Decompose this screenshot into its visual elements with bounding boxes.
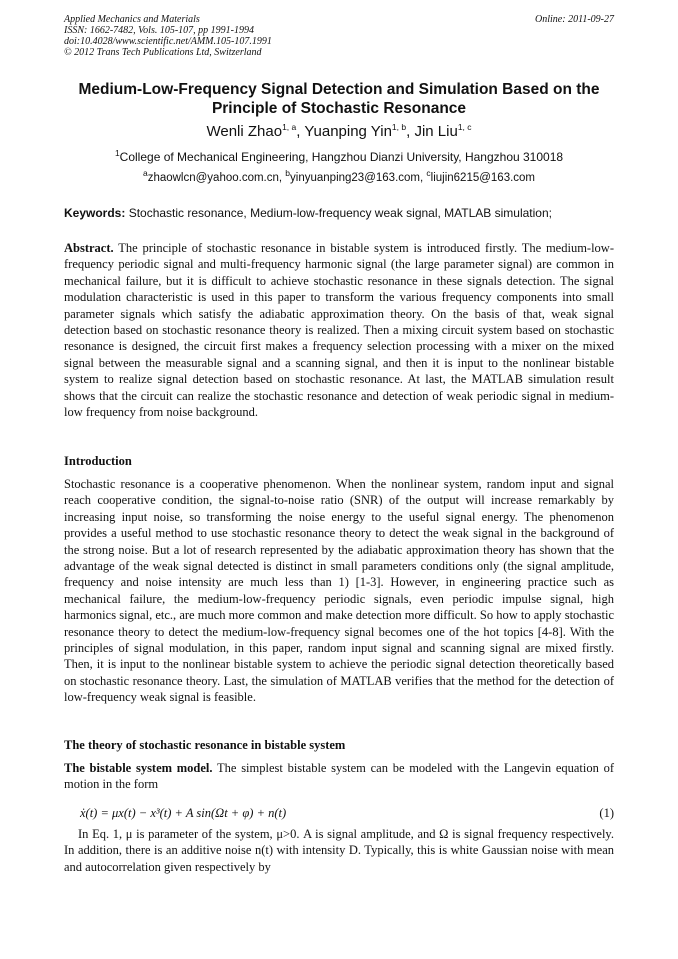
title-line-1: Medium-Low-Frequency Signal Detection and Simulation Based on the (78, 81, 600, 98)
journal-header (64, 14, 272, 58)
theory-heading: The theory of stochastic resonance in bistable system (64, 738, 346, 752)
author-affiliation-mark: 1, c (457, 122, 472, 132)
equation-explanation: In Eq. 1, μ is parameter of the system, μ>0. A is signal amplitude, and Ω is signal frequency respectively. In addition, there is an additive noise n(t) with intensity D. Typically, this is white Gaussian noise with mean and autocorrelation given respectively by (64, 827, 614, 874)
equation-number: (1) (599, 806, 614, 820)
model-text: The simplest bistable system can be modeled with the Langevin equation of motion in the form (64, 761, 615, 792)
keywords-text: Stochastic resonance, Medium-low-frequency weak signal, MATLAB simulation; (125, 206, 552, 220)
title-line-2: Principle of Stochastic Resonance (211, 100, 467, 117)
keywords (64, 206, 616, 221)
issn-line: ISSN: 1662-7482, Vols. 105-107, pp 1991-1994 (64, 25, 254, 36)
author-affiliation-mark: 1, a (282, 122, 297, 132)
doi-line: doi:10.4028/www.scientific.net/AMM.105-107.1991 (64, 36, 272, 47)
copyright-line: © 2012 Trans Tech Publications Ltd, Switzerland (64, 47, 262, 58)
introduction-text: Stochastic resonance is a cooperative phenomenon. When the nonlinear system, random input and signal reach cooperative condition, the signal-to-noise ratio (SNR) of the output will increase remarkably by increasing input noise, so transforming the noise energy to the useful signal energy. The phenomenon provides a useful method to use stochastic resonance theory to detect the weak signal in the background of the strong noise. But a lot of research represented by the adiabatic approximation theory has shown that the advantage of the weak signal detected is distinct in small parameters conditions only (the signal amplitude, frequency and noise intensity are much less than 1) [1-3]. However, in engineering practice such as mechanical failure, the medium-low-frequency periodic signals, even periodic impulse signal, high harmonics signal, etc., are much more common and make detection more difficult. So how to apply stochastic resonance theory to detect the medium-low-frequency signal becomes one of the hot topics [4-8]. With the principles of signal modulation, in this paper, random input signal and scanning signal are mixed firstly. Then, it is input to the nonlinear bistable system to achieve the periodic signal detection theoretically based on stochastic resonance theory. Last, the simulation of MATLAB verifies that the method for the detection of low-frequency weak signal is feasible. (64, 477, 614, 705)
equation-1 (80, 806, 614, 821)
email-mark: c (426, 168, 431, 179)
online-date: Online: 2011-09-27 (535, 14, 614, 25)
paper-title (40, 80, 638, 118)
author-separator: , (406, 123, 415, 140)
email-link[interactable]: zhaowlcn@yahoo.com.cn (147, 172, 279, 184)
email-link[interactable]: liujin6215@163.com (430, 172, 536, 184)
email-mark: b (285, 168, 291, 179)
affiliation-mark: 1 (114, 148, 120, 158)
journal-name: Applied Mechanics and Materials (64, 14, 200, 25)
abstract (64, 240, 614, 420)
author-name: Wenli Zhao (206, 123, 283, 140)
model-paragraph (64, 760, 614, 793)
affiliation (40, 150, 638, 165)
author-list (40, 123, 638, 141)
author-name: Jin Liu (414, 123, 458, 140)
email-link[interactable]: yinyuanping23@163.com (290, 172, 420, 184)
introduction-heading: Introduction (64, 454, 132, 468)
abstract-label: Abstract. (64, 241, 114, 255)
author-name: Yuanping Yin (304, 123, 392, 140)
model-label: The bistable system model. (64, 761, 213, 775)
equation-text: ẋ(t) = μx(t) − x³(t) + A sin(Ωt + φ) + n(t) (80, 806, 287, 820)
keywords-label: Keywords: (64, 206, 126, 220)
email-mark: a (142, 168, 148, 179)
author-emails: $^a$zhaowlcn@yahoo.com.cn, $^b$yinyuanping23@163.com, $^c$liujin6215@163.com (142, 168, 536, 184)
abstract-text: The principle of stochastic resonance in bistable system is introduced firstly. The medium-low-frequency periodic signal and multi-frequency harmonic signal (the large parameter signal) are common in mechanical failure, but it is difficult to achieve stochastic resonance in these signals detection. The signal modulation characteristic is used in this paper to transform the various frequency components into small parameter signals which satisfy the adiabatic approximation theory. On the basis of that, weak signal detection based on stochastic resonance theory is realized. Then a mixing circuit system based on stochastic resonance is designed, the circuit first makes a frequency selection processing with a mixer on the mixed signal between the measurable signal and a scanning signal, and then it is input to the nonlinear bistable system to realize signal detection based on stochastic resonance. At last, the MATLAB simulation result shows that the circuit can realize the stochastic resonance and detection of weak periodic signal in medium-low frequency from noise background. (64, 241, 614, 420)
author-affiliation-mark: 1, b (391, 122, 407, 132)
author-separator: , (296, 123, 305, 140)
affiliation-text: College of Mechanical Engineering, Hangzhou Dianzi University, Hangzhou 310018 (119, 150, 564, 164)
